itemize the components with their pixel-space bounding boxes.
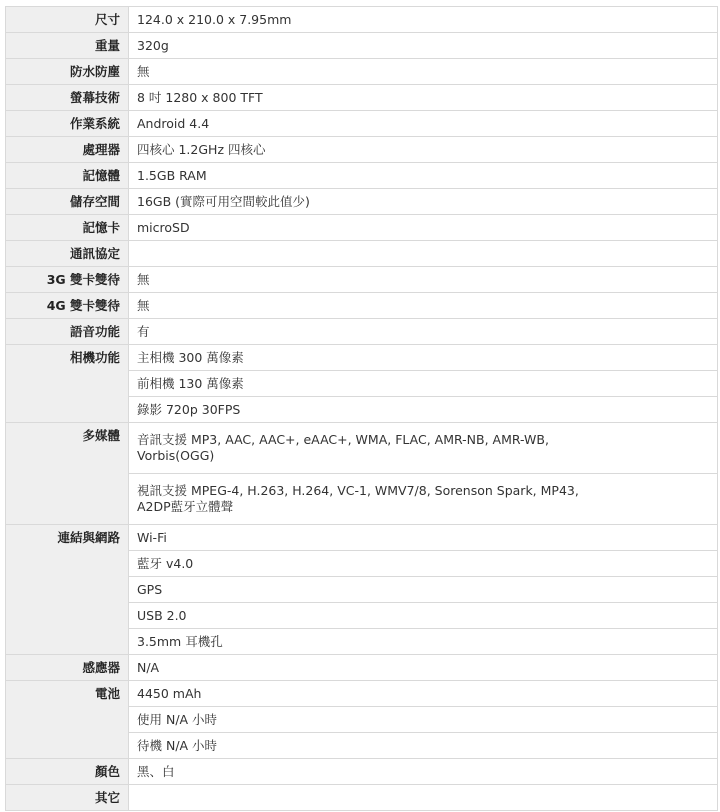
spec-value: 黑、白: [129, 759, 718, 785]
spec-value: [129, 474, 718, 525]
spec-value: [129, 423, 718, 474]
spec-value: 1.5GB RAM: [129, 163, 718, 189]
spec-value: 4450 mAh: [129, 681, 718, 707]
spec-value-line: Vorbis(OGG): [137, 448, 215, 463]
spec-value-line: A2DP藍牙立體聲: [137, 499, 234, 514]
spec-value: microSD: [129, 215, 718, 241]
spec-value: 16GB (實際可用空間較此值少): [129, 189, 718, 215]
spec-row: [6, 525, 718, 551]
spec-row: [6, 241, 718, 267]
spec-label: 重量: [6, 33, 129, 59]
spec-value: 124.0 x 210.0 x 7.95mm: [129, 7, 718, 33]
spec-label: 多媒體: [6, 423, 129, 525]
spec-value: N/A: [129, 655, 718, 681]
spec-row: [6, 59, 718, 85]
spec-row: [6, 319, 718, 345]
spec-value: 四核心 1.2GHz 四核心: [129, 137, 718, 163]
spec-value: 使用 N/A 小時: [129, 707, 718, 733]
spec-row: [6, 85, 718, 111]
spec-value: 主相機 300 萬像素: [129, 345, 718, 371]
spec-label: 4G 雙卡雙待: [6, 293, 129, 319]
spec-row: [6, 785, 718, 811]
spec-table: [5, 6, 718, 811]
spec-row: [6, 111, 718, 137]
spec-label: 儲存空間: [6, 189, 129, 215]
spec-value: GPS: [129, 577, 718, 603]
spec-row: [6, 267, 718, 293]
spec-label: 相機功能: [6, 345, 129, 423]
spec-value: [129, 785, 718, 811]
spec-value: 3.5mm 耳機孔: [129, 629, 718, 655]
spec-value-line: 音訊支援 MP3, AAC, AAC+, eAAC+, WMA, FLAC, AMR-NB, AMR-WB,: [137, 432, 549, 447]
spec-label: 記憶卡: [6, 215, 129, 241]
spec-label: 作業系統: [6, 111, 129, 137]
spec-label: 電池: [6, 681, 129, 759]
spec-row: [6, 293, 718, 319]
spec-row: [6, 7, 718, 33]
spec-value: 320g: [129, 33, 718, 59]
spec-row: [6, 759, 718, 785]
spec-value: 有: [129, 319, 718, 345]
spec-value: 8 吋 1280 x 800 TFT: [129, 85, 718, 111]
spec-value-line: 視訊支援 MPEG-4, H.263, H.264, VC-1, WMV7/8, Sorenson Spark, MP43,: [137, 483, 579, 498]
spec-label: 記憶體: [6, 163, 129, 189]
spec-row: [6, 33, 718, 59]
spec-value: 無: [129, 267, 718, 293]
spec-row: [6, 137, 718, 163]
spec-label: 語音功能: [6, 319, 129, 345]
spec-value: 無: [129, 293, 718, 319]
spec-row: [6, 423, 718, 474]
spec-label: 防水防塵: [6, 59, 129, 85]
spec-label: 3G 雙卡雙待: [6, 267, 129, 293]
spec-label: 螢幕技術: [6, 85, 129, 111]
spec-label: 連結與網路: [6, 525, 129, 655]
spec-row: [6, 163, 718, 189]
spec-row: [6, 655, 718, 681]
spec-row: [6, 681, 718, 707]
spec-table-body: [6, 7, 718, 811]
spec-row: [6, 215, 718, 241]
spec-row: [6, 189, 718, 215]
spec-value: 錄影 720p 30FPS: [129, 397, 718, 423]
spec-row: [6, 345, 718, 371]
spec-label: 尺寸: [6, 7, 129, 33]
spec-value: 無: [129, 59, 718, 85]
spec-value: [129, 241, 718, 267]
spec-value: USB 2.0: [129, 603, 718, 629]
spec-label: 其它: [6, 785, 129, 811]
spec-value: 待機 N/A 小時: [129, 733, 718, 759]
spec-value: Wi-Fi: [129, 525, 718, 551]
spec-value: 藍牙 v4.0: [129, 551, 718, 577]
spec-label: 顏色: [6, 759, 129, 785]
spec-value: Android 4.4: [129, 111, 718, 137]
spec-label: 感應器: [6, 655, 129, 681]
spec-label: 處理器: [6, 137, 129, 163]
spec-value: 前相機 130 萬像素: [129, 371, 718, 397]
spec-label: 通訊協定: [6, 241, 129, 267]
